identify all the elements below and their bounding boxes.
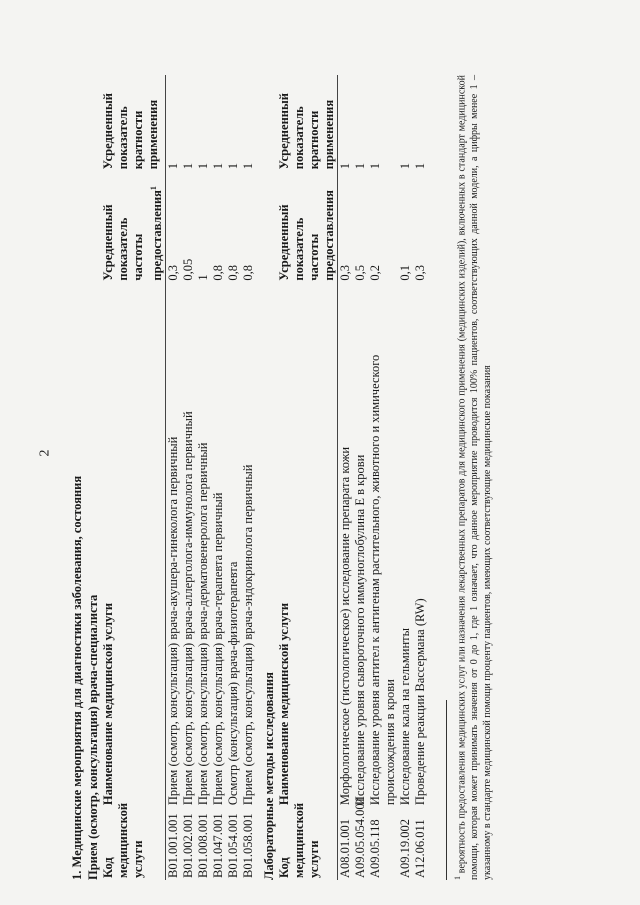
table-row [181, 75, 196, 880]
cell-code: A08.01.001 [338, 818, 353, 878]
cell-code: A09.19.002 [398, 818, 413, 878]
footnote-rule [446, 700, 447, 880]
cell-freq: 0,3 [166, 264, 181, 281]
cell-name: Прием (осмотр, консультация) врача-акушера-гинеколога первичный [166, 436, 181, 806]
cell-code: B01.058.001 [241, 813, 256, 878]
cell-code: A09.05.054.001 [353, 797, 368, 878]
cell-mult: 1 [398, 162, 413, 170]
table-row [398, 75, 413, 880]
cell-freq: 1 [196, 274, 211, 281]
cell-name: Прием (осмотр, консультация) врача-эндокринолога первичный [241, 464, 256, 806]
page-number: 2 [37, 449, 53, 457]
cell-code: B01.001.001 [166, 813, 181, 878]
table-row [166, 75, 182, 880]
table-row [338, 75, 354, 880]
cell-code: B01.002.001 [181, 813, 196, 878]
cell-freq: 0,05 [181, 258, 196, 281]
footnote: $^1$ вероятность предоставления медицинских услуг или назначения лекарственных препаратов для медицинского применения (медицинских изделий), включенных в стандарт медицинской помощи, которая может принимать значения от 0 до 1, где 1 означает, что данное мероприятие проводится 100% пациентов, соответствующих данной модели, а цифры менее 1 – указанному в стандарте медицинской помощи проценту пациентов, имеющих соответствующие медицинские показания [453, 74, 494, 880]
cell-mult: 1 [241, 162, 256, 170]
cell-freq: 0,1 [398, 264, 413, 281]
table-row [211, 75, 226, 880]
cell-name: Морфологическое (гистологическое) исследование препарата кожи [338, 446, 353, 806]
cell-code: B01.054.001 [226, 813, 241, 878]
cell-mult: 1 [196, 162, 211, 170]
consultations-table [101, 75, 256, 880]
table-row [353, 75, 368, 880]
table-header-row [277, 75, 338, 880]
cell-mult: 1 [338, 162, 353, 170]
cell-name: Проведение реакции Вассермана (RW) [413, 598, 428, 806]
header-frequency: Усредненный показатель частоты предоставления [277, 171, 338, 282]
cell-mult: 1 [413, 162, 428, 170]
cell-name: Исследование уровня антител к антигенам растительного, животного и химического происхождения в крови [368, 354, 398, 806]
cell-mult: 1 [211, 162, 226, 170]
table-row [241, 75, 256, 880]
document-sheet [70, 60, 590, 880]
cell-mult: 1 [368, 162, 383, 170]
cell-freq: 0,3 [413, 264, 428, 281]
header-name: Наименование медицинской услуги [101, 283, 166, 808]
table-row [226, 75, 241, 880]
cell-mult: 1 [166, 162, 181, 170]
cell-freq: 0,2 [368, 264, 383, 281]
cell-mult: 1 [353, 162, 368, 170]
cell-mult: 1 [181, 162, 196, 170]
cell-mult: 1 [226, 162, 241, 170]
subsection-title-consultations: Прием (осмотр, консультация) врача-специалиста [86, 594, 100, 880]
cell-name: Прием (осмотр, консультация) врача-терапевта первичный [211, 492, 226, 806]
cell-code: B01.008.001 [196, 813, 211, 878]
cell-freq: 0,8 [211, 264, 226, 281]
header-code: Код медицинской услуги [277, 807, 338, 880]
cell-freq: 0,8 [226, 264, 241, 281]
cell-freq: 0,5 [353, 264, 368, 281]
cell-code: A09.05.118 [368, 819, 383, 878]
table-row [368, 75, 398, 880]
table-header-row [101, 75, 166, 880]
table-row [196, 75, 211, 880]
cell-code: A12.06.011 [413, 819, 428, 878]
cell-name: Прием (осмотр, консультация) врача-аллерголога-иммунолога первичный [181, 411, 196, 806]
section-title: 1. Медицинские мероприятия для диагностики заболевания, состояния [70, 475, 84, 880]
cell-name: Осмотр (консультация) врача-физиотерапевта [226, 561, 241, 806]
header-frequency: Усредненный показатель частоты предоставления$^1$ [101, 171, 166, 282]
lab-table [277, 75, 428, 880]
cell-code: B01.047.001 [211, 813, 226, 878]
subsection-title-lab: Лабораторные методы исследования [262, 672, 277, 880]
footnote-mark: 1 [149, 186, 158, 191]
cell-freq: 0,8 [241, 264, 256, 281]
cell-name: Исследование уровня сывороточного иммуноглобулина Е в крови [353, 454, 368, 806]
table-row [413, 75, 428, 880]
cell-name: Исследование кала на гельминты [398, 628, 413, 806]
header-name: Наименование медицинской услуги [277, 283, 338, 808]
cell-name: Прием (осмотр, консультация) врача-дерматовенеролога первичный [196, 442, 211, 806]
header-code: Код медицинской услуги [101, 807, 166, 880]
header-multiplicity: Усредненный показатель кратности применения [101, 75, 166, 171]
cell-freq: 0,3 [338, 264, 353, 281]
header-multiplicity: Усредненный показатель кратности применения [277, 75, 338, 171]
